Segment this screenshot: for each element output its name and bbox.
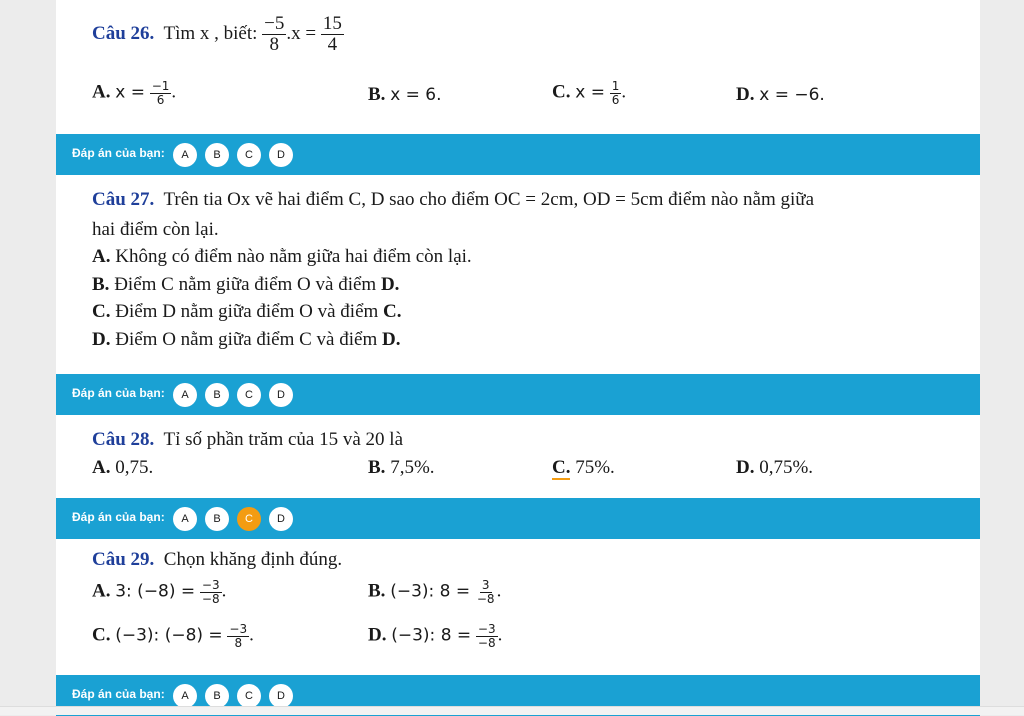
option-c: C. x = $\frac{1}{6}$ .	[552, 79, 627, 107]
answer-option-d[interactable]: D	[269, 507, 293, 531]
answer-option-b[interactable]: B	[205, 684, 229, 708]
answer-option-c-selected[interactable]: C	[237, 507, 261, 531]
question-text: Tìm x , biết:	[163, 22, 258, 44]
question-27-line2: hai điểm còn lại.	[92, 219, 219, 240]
answer-option-d[interactable]: D	[269, 143, 293, 167]
option-a: A. Không có điểm nào nằm giữa hai điểm còn lại.	[92, 246, 472, 267]
answer-option-d[interactable]: D	[269, 383, 293, 407]
option-b: B. Điểm C nằm giữa điểm O và điểm D.	[92, 274, 400, 295]
answer-option-d[interactable]: D	[269, 684, 293, 708]
option-b: B. x = 6.	[368, 84, 442, 105]
option-a: A. x = $\frac{-1}{6}$ .	[92, 79, 177, 107]
option-b: B. 7,5%.	[368, 457, 435, 478]
option-c: C. 75%.	[552, 457, 615, 478]
option-c: C. Điểm D nằm giữa điểm O và điểm C.	[92, 301, 402, 322]
answer-option-a[interactable]: A	[173, 383, 197, 407]
answer-bar-27: Đáp án của bạn: A B C D	[56, 374, 980, 415]
answer-option-b[interactable]: B	[205, 383, 229, 407]
option-a: A. 3: (−8) = $\frac{-3}{-8}$ .	[92, 578, 227, 606]
answer-option-a[interactable]: A	[173, 143, 197, 167]
question-29-prompt: Câu 29. Chọn khăng định đúng.	[92, 549, 343, 570]
question-28-prompt: Câu 28. Tỉ số phần trăm của 15 và 20 là	[92, 429, 404, 450]
answer-option-c[interactable]: C	[237, 383, 261, 407]
option-d: D. Điểm O nằm giữa điểm C và điểm D.	[92, 329, 401, 350]
option-d: D. (−3): 8 = $\frac{-3}{-8}$ .	[368, 622, 503, 650]
option-c-fraction: $\frac{1}{6}$	[611, 79, 620, 107]
equation-fraction-left: $\frac{-5}{8}$	[264, 13, 285, 55]
question-head: Câu 26.	[92, 22, 155, 44]
answer-option-a[interactable]: A	[173, 684, 197, 708]
correct-answer-mark: C.	[552, 457, 571, 478]
answer-option-b[interactable]: B	[205, 507, 229, 531]
answer-option-c[interactable]: C	[237, 684, 261, 708]
answer-bar-28: Đáp án của bạn: A B C D	[56, 498, 980, 539]
answer-bar-29: Đáp án của bạn: A B C D	[56, 675, 980, 716]
answer-option-a[interactable]: A	[173, 507, 197, 531]
equation-middle: .x =	[286, 22, 317, 44]
option-a-fraction: $\frac{-1}{6}$	[151, 79, 170, 107]
answer-bar-26: Đáp án của bạn: A B C D	[56, 134, 980, 175]
option-c: C. (−3): (−8) = $\frac{-3}{8}$ .	[92, 622, 254, 650]
answer-option-c[interactable]: C	[237, 143, 261, 167]
option-a: A. 0,75.	[92, 457, 154, 478]
quiz-page	[56, 0, 980, 706]
question-26-prompt	[92, 14, 344, 55]
equation-fraction-right: $\frac{15}{4}$	[322, 13, 342, 55]
question-27-line1: Câu 27. Trên tia Ox vẽ hai điểm C, D sao cho điểm OC = 2cm, OD = 5cm điểm nào nằm giữa	[92, 189, 814, 210]
option-d: D. 0,75%.	[736, 457, 814, 478]
answer-option-b[interactable]: B	[205, 143, 229, 167]
option-b: B. (−3): 8 = $\frac{3}{-8}$ .	[368, 578, 502, 606]
option-d: D. x = −6.	[736, 84, 825, 105]
